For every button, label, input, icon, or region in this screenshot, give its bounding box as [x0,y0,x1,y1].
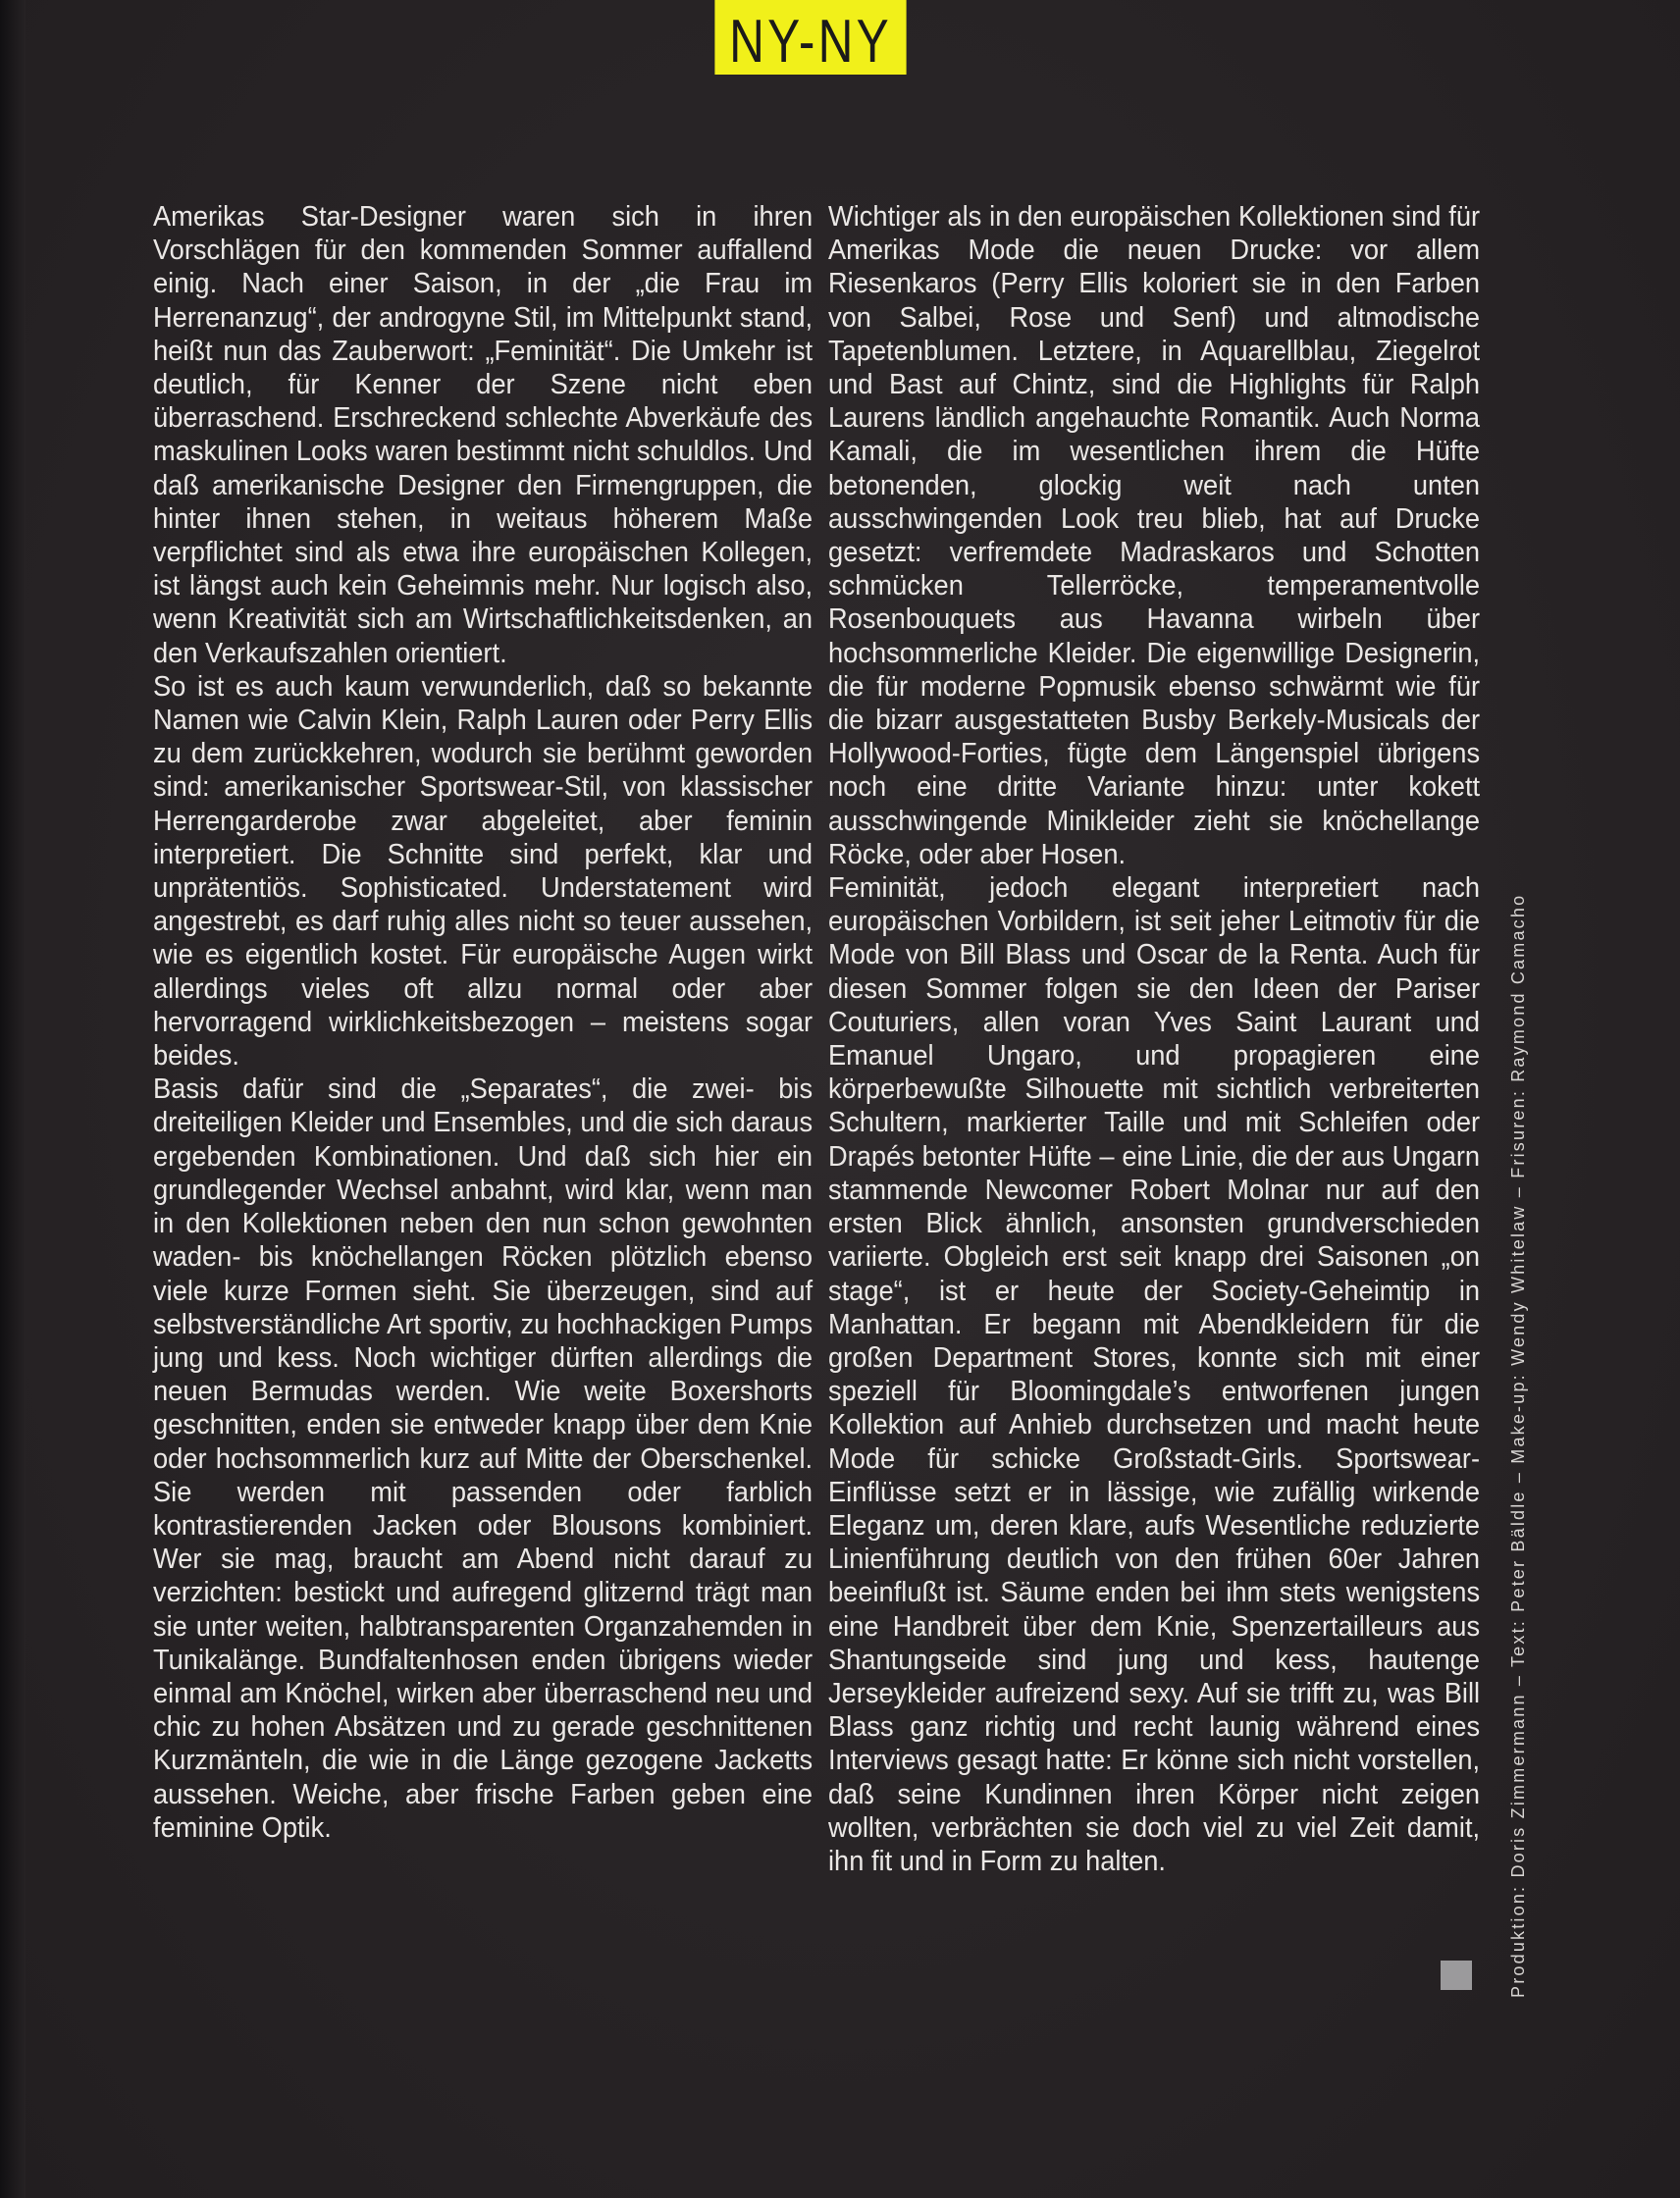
article-column-right [828,200,1480,1878]
page-gutter-shadow [0,0,26,2198]
section-tag: NY-NY [714,0,906,75]
article-column-left [153,200,813,1845]
production-credits: Produktion: Doris Zimmermann – Text: Peter Bäldle – Make-up: Wendy Whitelaw – Frisuren: Raymond Camacho [1508,893,1528,1998]
article-paragraph: Wichtiger als in den europäischen Kollektionen sind für Amerikas Mode die neuen Drucke: vor allem Riesenkaros (Perry Ellis koloriert sie in den Farben von Salbei, Rose und Senf) und altmodische Tapetenblumen. Letztere, in Aquarellblau, Ziegelrot und Bast auf Chintz, sind die Highlights für Ralph Laurens ländlich angehauchte Romantik. Auch Norma Kamali, die im wesentlichen ihrem die Hüfte betonenden, glockig weit nach unten ausschwingenden Look treu blieb, hat auf Drucke gesetzt: verfremdete Madraskaros und Schotten schmücken Tellerröcke, temperamentvolle Rosenbouquets aus Havanna wirbeln über hochsommerliche Kleider. Die eigenwillige Designerin, die für moderne Popmusik ebenso schwärmt wie für die bizarr ausgestatteten Busby Berkely-Musicals der Hollywood-Forties, fügte dem Längenspiel übrigens noch eine dritte Variante hinzu: unter kokett ausschwingende Minikleider zieht sie knöchellange Röcke, oder aber Hosen. [828,201,1481,870]
article-paragraph: Feminität, jedoch elegant interpretiert nach europäischen Vorbildern, ist seit jeher Leitmotiv für die Mode von Bill Blass und Oscar de la Renta. Auch für diesen Sommer folgen sie den Ideen der Pariser Couturiers, allen voran Yves Saint Laurant und Emanuel Ungaro, und propagieren eine körperbewußte Silhouette mit sichtlich verbreiterten Schultern, markierter Taille und mit Schleifen oder Drapés betonter Hüfte – eine Linie, die der aus Ungarn stammende Newcomer Robert Molnar nur auf den ersten Blick ähnlich, ansonsten grundverschieden variierte. Obgleich erst seit knapp drei Saisonen „on stage“, ist er heute der Society-Geheimtip in Manhattan. Er begann mit Abendkleidern für die großen Department Stores, konnte sich mit einer speziell für Bloomingdale’s entworfenen jungen Kollektion auf Anhieb durchsetzen und macht heute Mode für schicke Großstadt-Girls. Sportswear-Einflüsse setzt er in lässige, wie zufällig wirkende Eleganz um, deren klare, aufs Wesentliche reduzierte Linienführung deutlich von den frühen 60er Jahren beeinflußt ist. Säume enden bei ihm stets wenigstens eine Handbreit über dem Knie, Spenzertailleurs aus Shantungseide sind jung und kess, hautenge Jerseykleider aufreizend sexy. Auf sie trifft zu, was Bill Blass ganz richtig und recht launig während eines Interviews gesagt hatte: Er könne sich nicht vorstellen, daß seine Kundinnen ihren Körper nicht zeigen wollten, verbrächten sie doch viel zu viel Zeit damit, ihn fit und in Form zu halten. [828,872,1481,1877]
article-paragraph: Amerikas Star-Designer waren sich in ihren Vorschlägen für den kommenden Sommer auffallend einig. Nach einer Saison, in der „die Frau im Herrenanzug“, der androgyne Stil, im Mittelpunkt stand, heißt nun das Zauberwort: „Feminität“. Die Umkehr ist deutlich, für Kenner der Szene nicht eben überraschend. Erschreckend schlechte Abverkäufe des maskulinen Looks waren bestimmt nicht schuldlos. Und daß amerikanische Designer den Firmengruppen, die hinter ihnen stehen, in weitaus höherem Maße verpflichtet sind als etwa ihre europäischen Kollegen, ist längst auch kein Geheimnis mehr. Nur logisch also, wenn Kreativität sich am Wirtschaftlichkeitsdenken, an den Verkaufszahlen orientiert. [153,201,814,669]
end-square-icon [1441,1961,1472,1990]
end-of-article-mark [1441,1961,1472,1991]
article-paragraph: So ist es auch kaum verwunderlich, daß so bekannte Namen wie Calvin Klein, Ralph Lauren oder Perry Ellis zu dem zurückkehren, wodurch sie berühmt geworden sind: amerikanischer Sportswear-Stil, von klassischer Herrengarderobe zwar abgeleitet, aber feminin interpretiert. Die Schnitte sind perfekt, klar und unprätentiös. Sophisticated. Understatement wird angestrebt, es darf ruhig alles nicht so teuer aussehen, wie es eigentlich kostet. Für europäische Augen wirkt allerdings vieles oft allzu normal oder aber hervorragend wirklichkeitsbezogen – meistens sogar beides. [153,670,814,1073]
article-paragraph: Basis dafür sind die „Separates“, die zwei- bis dreiteiligen Kleider und Ensembles, und die sich daraus ergebenden Kombinationen. Und daß sich hier ein grundlegender Wechsel anbahnt, wird klar, wenn man in den Kollektionen neben den nun schon gewohnten waden- bis knöchellangen Röcken plötzlich ebenso viele kurze Formen sieht. Sie überzeugen, sind auf selbstverständliche Art sportiv, zu hochhackigen Pumps jung und kess. Noch wichtiger dürften allerdings die neuen Bermudas werden. Wie weite Boxershorts geschnitten, enden sie entweder knapp über dem Knie oder hochsommerlich kurz auf Mitte der Oberschenkel. Sie werden mit passenden oder farblich kontrastierenden Jacken oder Blousons kombiniert. Wer sie mag, braucht am Abend nicht darauf zu verzichten: bestickt und aufregend glitzernd trägt man sie unter weiten, halbtransparenten Organzahemden in Tunikalänge. Bundfaltenhosen enden übrigens wieder einmal am Knöchel, wirken aber überraschend neu und chic zu hohen Absätzen und zu gerade geschnittenen Kurzmänteln, die wie in die Länge gezogene Jacketts aussehen. Weiche, aber frische Farben geben eine feminine Optik. [153,1073,814,1844]
